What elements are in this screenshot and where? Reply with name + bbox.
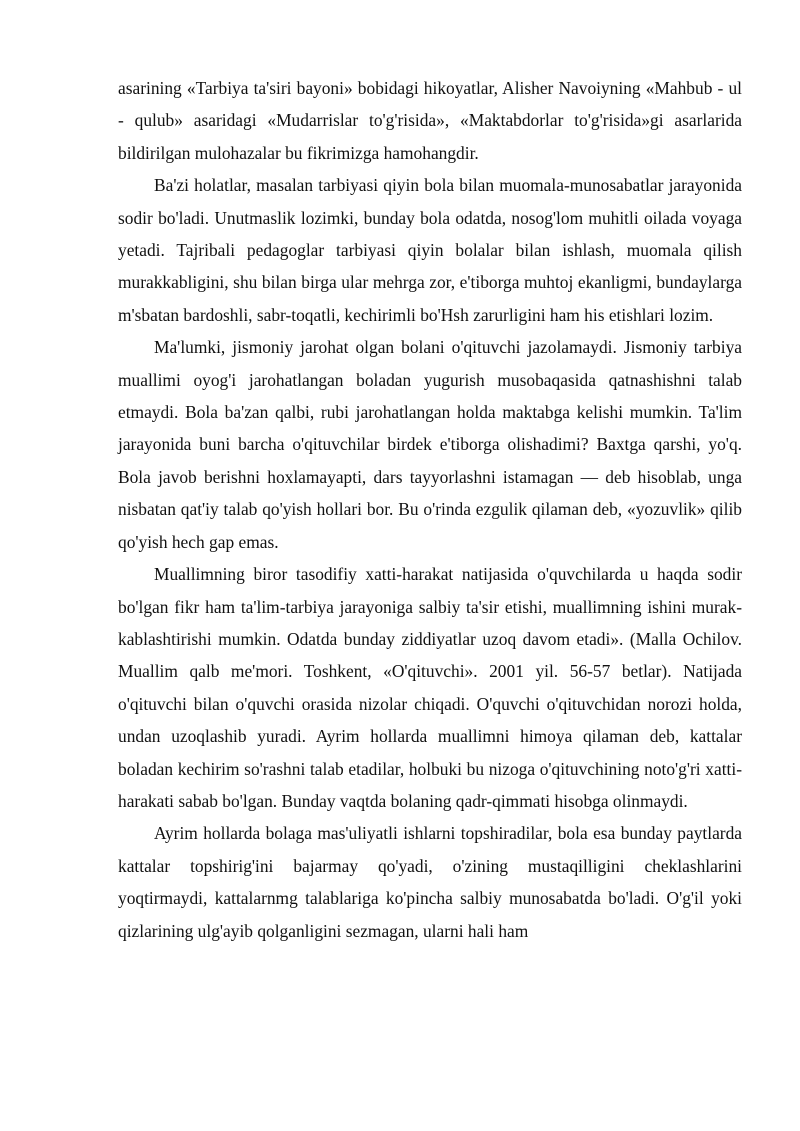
body-text — [118, 72, 742, 947]
paragraph-4: Muallimning biror tasodifiy xatti-harakat natijasida o'quvchilarda u haqda sodir bo'lgan fikr ham ta'lim-tarbiya jarayoniga salbiy ta'sir etishi, muallimning ishini murak-kablashtirishi mumkin. Odatda bunday ziddiyatlar uzoq davom etadi». (Malla Ochilov. Muallim qalb me'mori. Toshkent, «O'qituvchi». 2001 yil. 56-57 betlar). Natijada o'qituvchi bilan o'quvchi orasida nizolar chiqadi. O'quvchi o'qituvchidan norozi holda, undan uzoqlashib yuradi. Ayrim hollarda muallimni himoya qilaman deb, kattalar boladan kechirim so'rashni talab etadilar, holbuki bu nizoga o'qituvchining noto'g'ri xatti-harakati sabab bo'lgan. Bunday vaqtda bolaning qadr-qimmati hisobga olinmaydi. — [118, 564, 742, 811]
paragraph-2: Ba'zi holatlar, masalan tarbiyasi qiyin bola bilan muomala-munosabatlar jarayonida sodir bo'ladi. Unutmaslik lozimki, bunday bola odatda, nosog'lom muhitli oilada voyaga yetadi. Tajribali pedagoglar tarbiyasi qiyin bolalar bilan ishlash, muomala qilish murakkabligini, shu bilan birga ular mehrga zor, e'tiborga muhtoj ekanligmi, bundaylarga m'sbatan bardoshli, sabr-toqatli, kechirimli bo'Hsh zarurligini ham his etishlari lozim. — [118, 175, 742, 325]
paragraph-3: Ma'lumki, jismoniy jarohat olgan bolani o'qituvchi jazolamaydi. Jismoniy tarbiya muallimi oyog'i jarohatlangan boladan yugurish musobaqasida qatnashishni talab etmaydi. Bola ba'zan qalbi, rubi jarohatlangan holda maktabga kelishi mumkin. Ta'lim jarayonida buni barcha o'qituvchilar birdek e'tiborga olishadimi? Baxtga qarshi, yo'q. Bola javob berishni hoxlamayapti, dars tayyorlashni istamagan — deb hisoblab, unga nisbatan qat'iy talab qo'yish hollari bor. Bu o'rinda ezgulik qilaman deb, «yozuvlik» qilib qo'yish hech gap emas. — [118, 337, 742, 552]
paragraph-5: Ayrim hollarda bolaga mas'uliyatli ishlarni topshiradilar, bola esa bunday paytlarda kattalar topshirig'ini bajarmay qo'yadi, o'zining mustaqilligini cheklashlarini yoqtirmaydi, kattalarnmg talablariga ko'pincha salbiy munosabatda bo'ladi. O'g'il yoki qizlarining ulg'ayib qolganligini sezmagan, ularni hali ham — [118, 823, 742, 941]
paragraph-1: asarining «Tarbiya ta'siri bayoni» bobidagi hikoyatlar, Alisher Navoiyning «Mahbub - ul - qulub» asaridagi «Mudarrislar to'g'risida», «Maktabdorlar to'g'risida»gi asarlarida bildirilgan mulohazalar bu fikrimizga hamohangdir. — [118, 78, 742, 163]
